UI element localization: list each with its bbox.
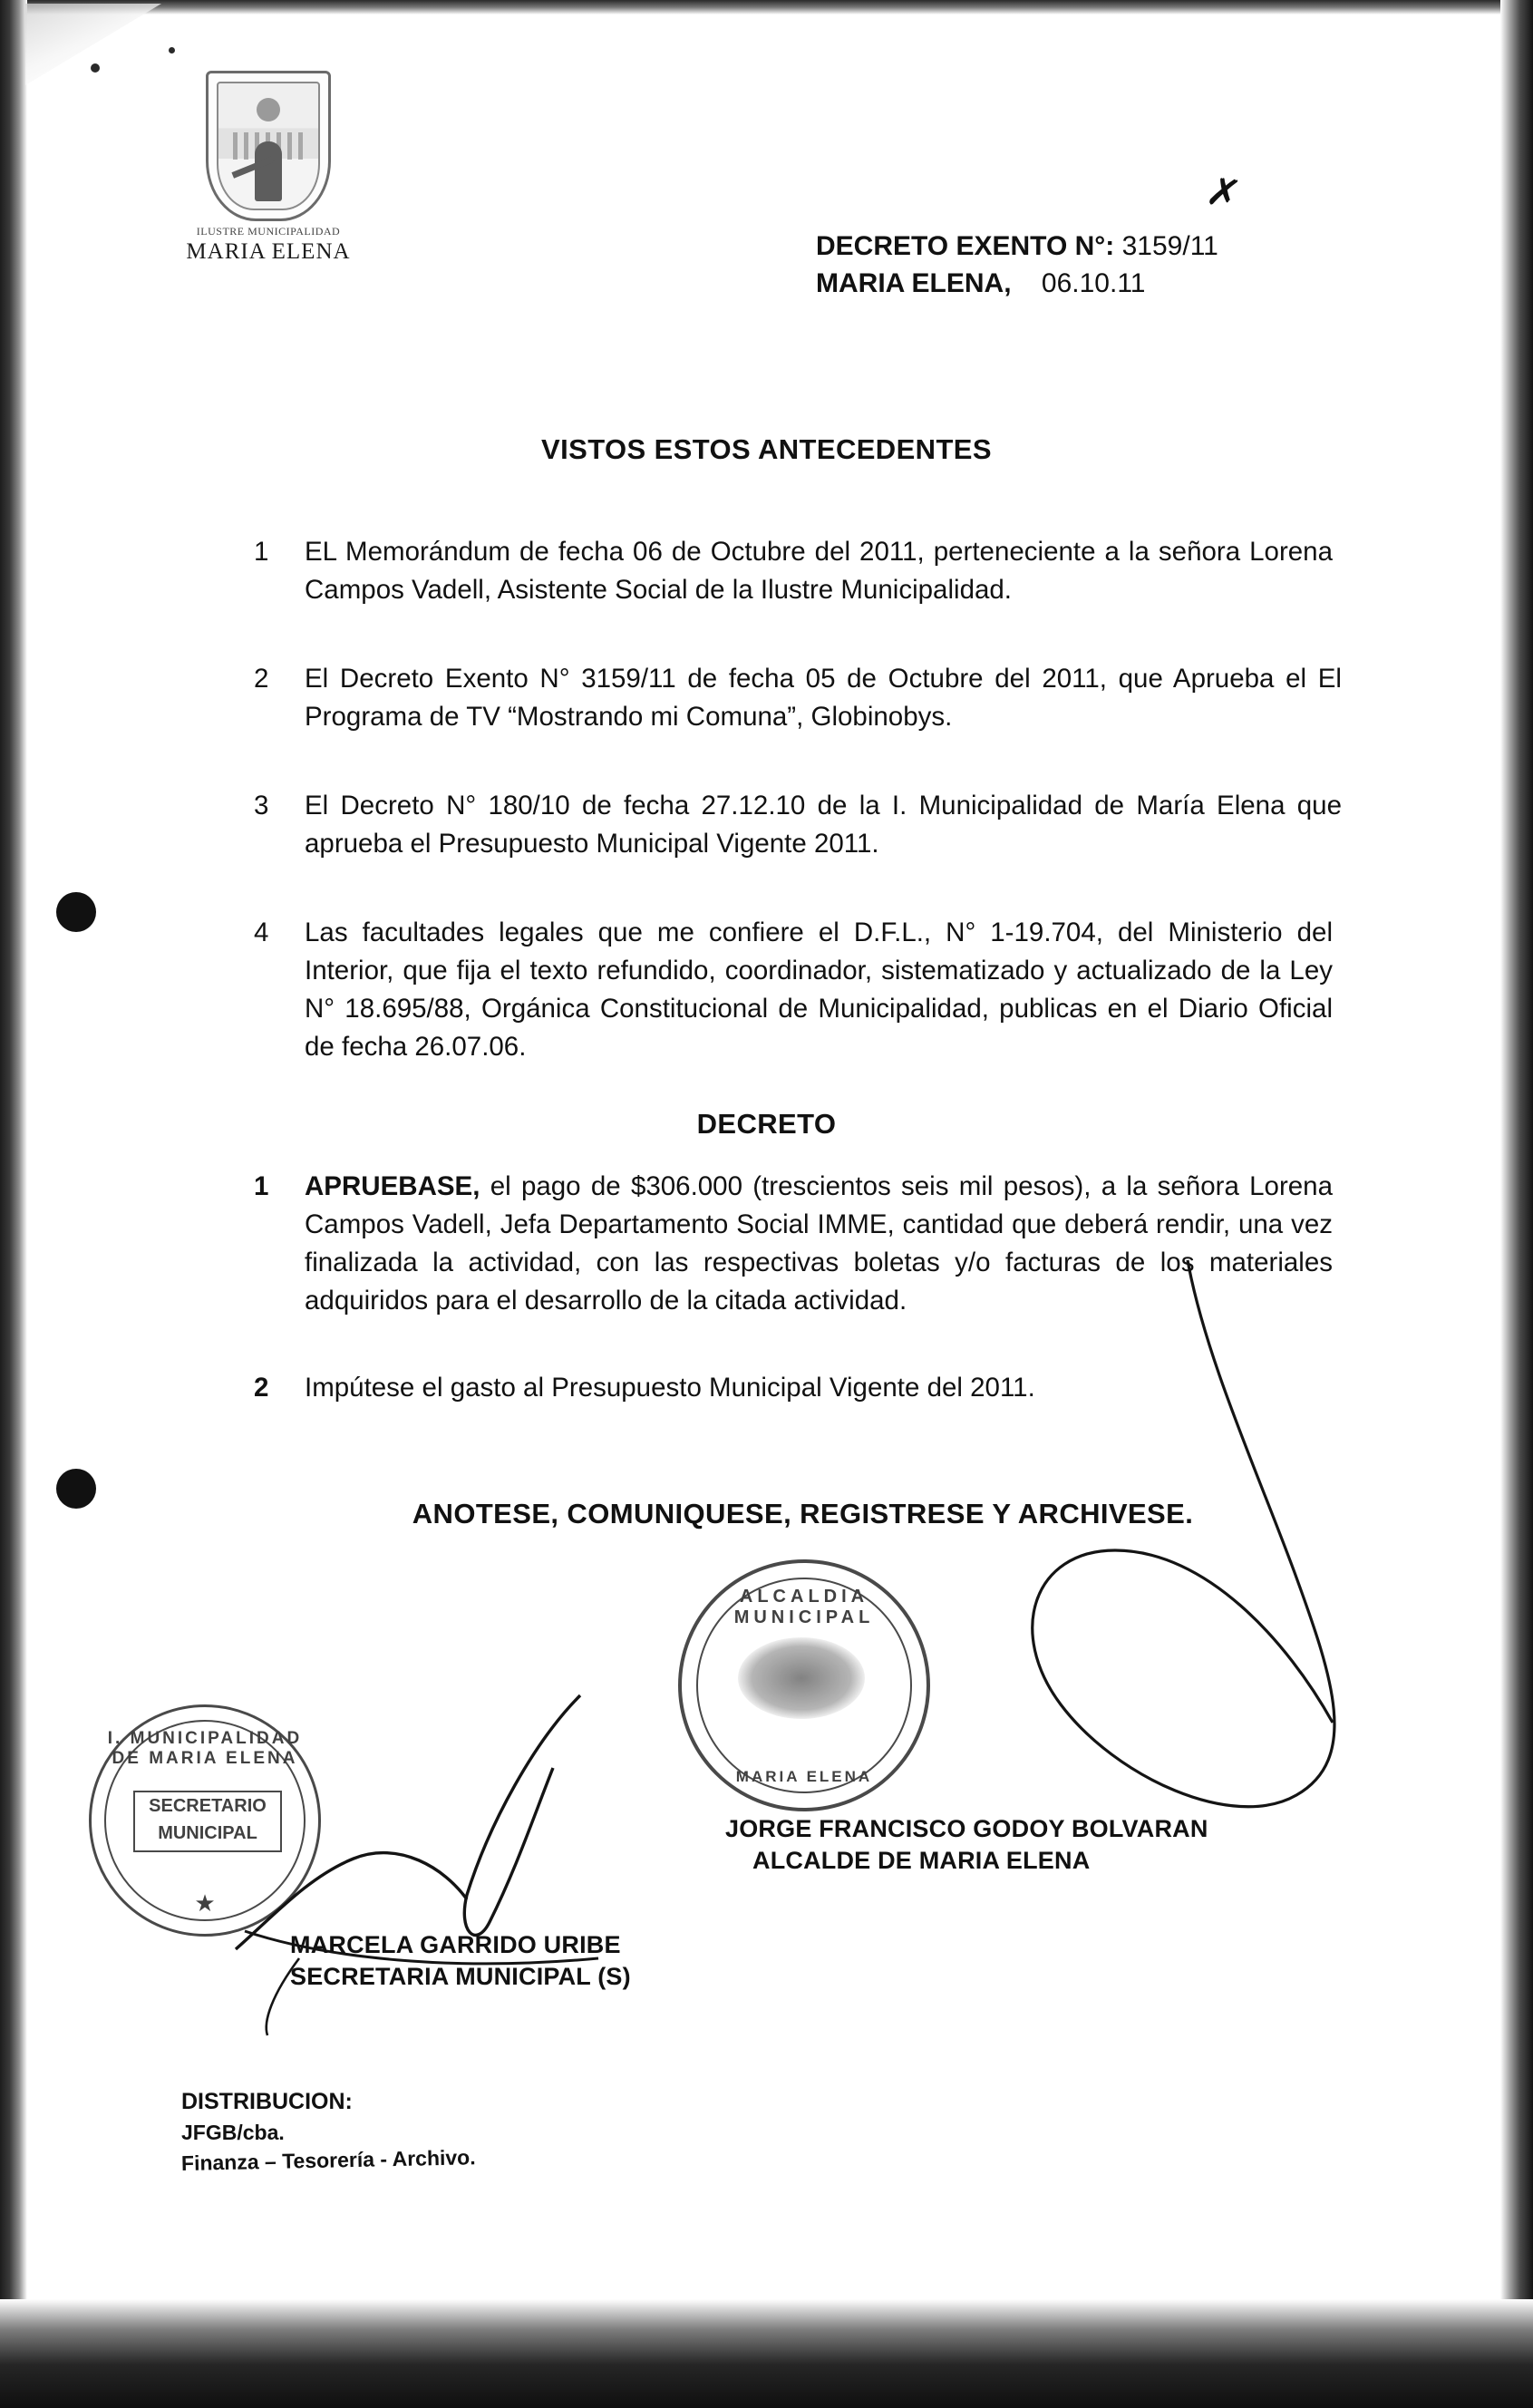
- handwritten-check-mark: ✗: [1202, 168, 1245, 218]
- decreto-item: [254, 1369, 1333, 1407]
- closing-line: ANOTESE, COMUNIQUESE, REGISTRESE Y ARCHIVESE.: [412, 1498, 1194, 1529]
- crest-title: MARIA ELENA: [186, 239, 351, 264]
- scan-edge-right: [1500, 0, 1533, 2408]
- decree-city: MARIA ELENA,: [816, 267, 1012, 298]
- decree-date: 06.10.11: [1041, 267, 1146, 298]
- scan-edge-bottom: [0, 2299, 1533, 2408]
- mayor-stamp-bottom-text: MARIA ELENA: [735, 1768, 873, 1785]
- secretary-signature-block: [290, 1929, 798, 1993]
- scan-edge-top: [0, 0, 1533, 15]
- municipal-crest: [178, 71, 359, 265]
- scan-edge-left: [0, 0, 27, 2408]
- decreto-item: [254, 1168, 1333, 1320]
- decreto-item-text: Impútese el gasto al Presupuesto Municipal Vigente del 2011.: [305, 1373, 1035, 1403]
- decreto-heading: DECRETO: [696, 1108, 837, 1140]
- vistos-item-text: El Decreto N° 180/10 de fecha 27.12.10 de la I. Municipalidad de María Elena que aprueba el Presupuesto Municipal Vigente 2011.: [305, 791, 1342, 859]
- vistos-item: [254, 914, 1333, 1066]
- mayor-signature-block: [725, 1813, 1305, 1877]
- distribution-block: [181, 2085, 476, 2179]
- scan-speck: [169, 47, 175, 53]
- decree-number-line: [816, 228, 1378, 266]
- decreto-item-rest: el pago de $306.000 (trescientos seis mil pesos), a la señora Lorena Campos Vadell, Jefa Departamento Social IMME, cantidad que deberá rendir, una vez finalizada la actividad, con las respectivas boletas y/o facturas de los materiales adquiridos para el desarrollo de la citada actividad.: [305, 1171, 1333, 1316]
- vistos-item-text: EL Memorándum de fecha 06 de Octubre del 2011, perteneciente a la señora Lorena Campos Vadell, Asistente Social de la Ilustre Municipalidad.: [305, 537, 1333, 605]
- vistos-item-number: 4: [254, 918, 269, 947]
- vistos-item-number: 2: [254, 664, 269, 694]
- crest-miner-figure-icon: [255, 141, 282, 201]
- vistos-item-text: El Decreto Exento N° 3159/11 de fecha 05 de Octubre del 2011, que Aprueba el El Programa de TV “Mostrando mi Comuna”, Globinobys.: [305, 664, 1342, 732]
- decreto-item-number: 2: [254, 1373, 269, 1403]
- mayor-name: JORGE FRANCISCO GODOY BOLVARAN: [725, 1815, 1208, 1842]
- crest-subtitle: ILUSTRE MUNICIPALIDAD: [196, 225, 341, 238]
- distribution-title: DISTRIBUCION:: [181, 2089, 353, 2114]
- vistos-item-number: 1: [254, 537, 269, 567]
- secretary-title: SECRETARIA MUNICIPAL (S): [290, 1963, 631, 1991]
- decreto-item-lead: APRUEBASE,: [305, 1171, 480, 1201]
- decreto-item-number: 1: [254, 1171, 269, 1201]
- paper-corner-fold: [25, 4, 161, 85]
- secretary-stamp-top-text: I. MUNICIPALIDAD DE MARIA ELENA: [107, 1729, 303, 1768]
- crest-shield-inner: [217, 82, 320, 210]
- vistos-item: [254, 660, 1342, 736]
- mayor-office-stamp: [678, 1559, 930, 1811]
- decreto-item-text: [305, 1168, 1333, 1320]
- decree-number: 3159/11: [1121, 231, 1218, 261]
- crest-sun-icon: [257, 98, 280, 121]
- vistos-item-text: Las facultades legales que me confiere el D.F.L., N° 1-19.704, del Ministerio del Interior, que fija el texto refundido, coordinador, sistematizado y actualizado de la Ley N° 18.695/88, Orgánica Constitucional de Municipalidad, publicas en el Diario Oficial de fecha 26.07.06.: [305, 918, 1333, 1062]
- decree-label: DECRETO EXENTO N°:: [816, 231, 1115, 261]
- secretary-stamp-line1: SECRETARIO: [149, 1796, 267, 1816]
- distribution-line-1: JFGB/cba.: [181, 2121, 285, 2145]
- scan-speck: [91, 63, 100, 73]
- crest-shield-icon: [206, 71, 331, 221]
- vistos-heading: VISTOS ESTOS ANTECEDENTES: [541, 433, 992, 465]
- hole-punch: [56, 892, 96, 932]
- municipal-secretary-stamp: [89, 1704, 321, 1937]
- secretary-name: MARCELA GARRIDO URIBE: [290, 1931, 621, 1958]
- vistos-item: [254, 787, 1342, 863]
- vistos-item: [254, 533, 1333, 609]
- mayor-title: ALCALDE DE MARIA ELENA: [752, 1847, 1091, 1875]
- document-header-block: [816, 228, 1378, 302]
- secretary-stamp-line2: MUNICIPAL: [158, 1823, 257, 1843]
- secretary-stamp-box: [133, 1791, 282, 1852]
- vistos-item-number: 3: [254, 791, 269, 820]
- distribution-line-2: Finanza – Tesorería - Archivo.: [180, 2144, 476, 2175]
- decree-place-date-line: [816, 266, 1378, 303]
- mayor-stamp-top-text: ALCALDIA MUNICIPAL: [733, 1587, 875, 1627]
- stamp-emblem-icon: [738, 1637, 865, 1719]
- star-icon: ★: [194, 1889, 216, 1917]
